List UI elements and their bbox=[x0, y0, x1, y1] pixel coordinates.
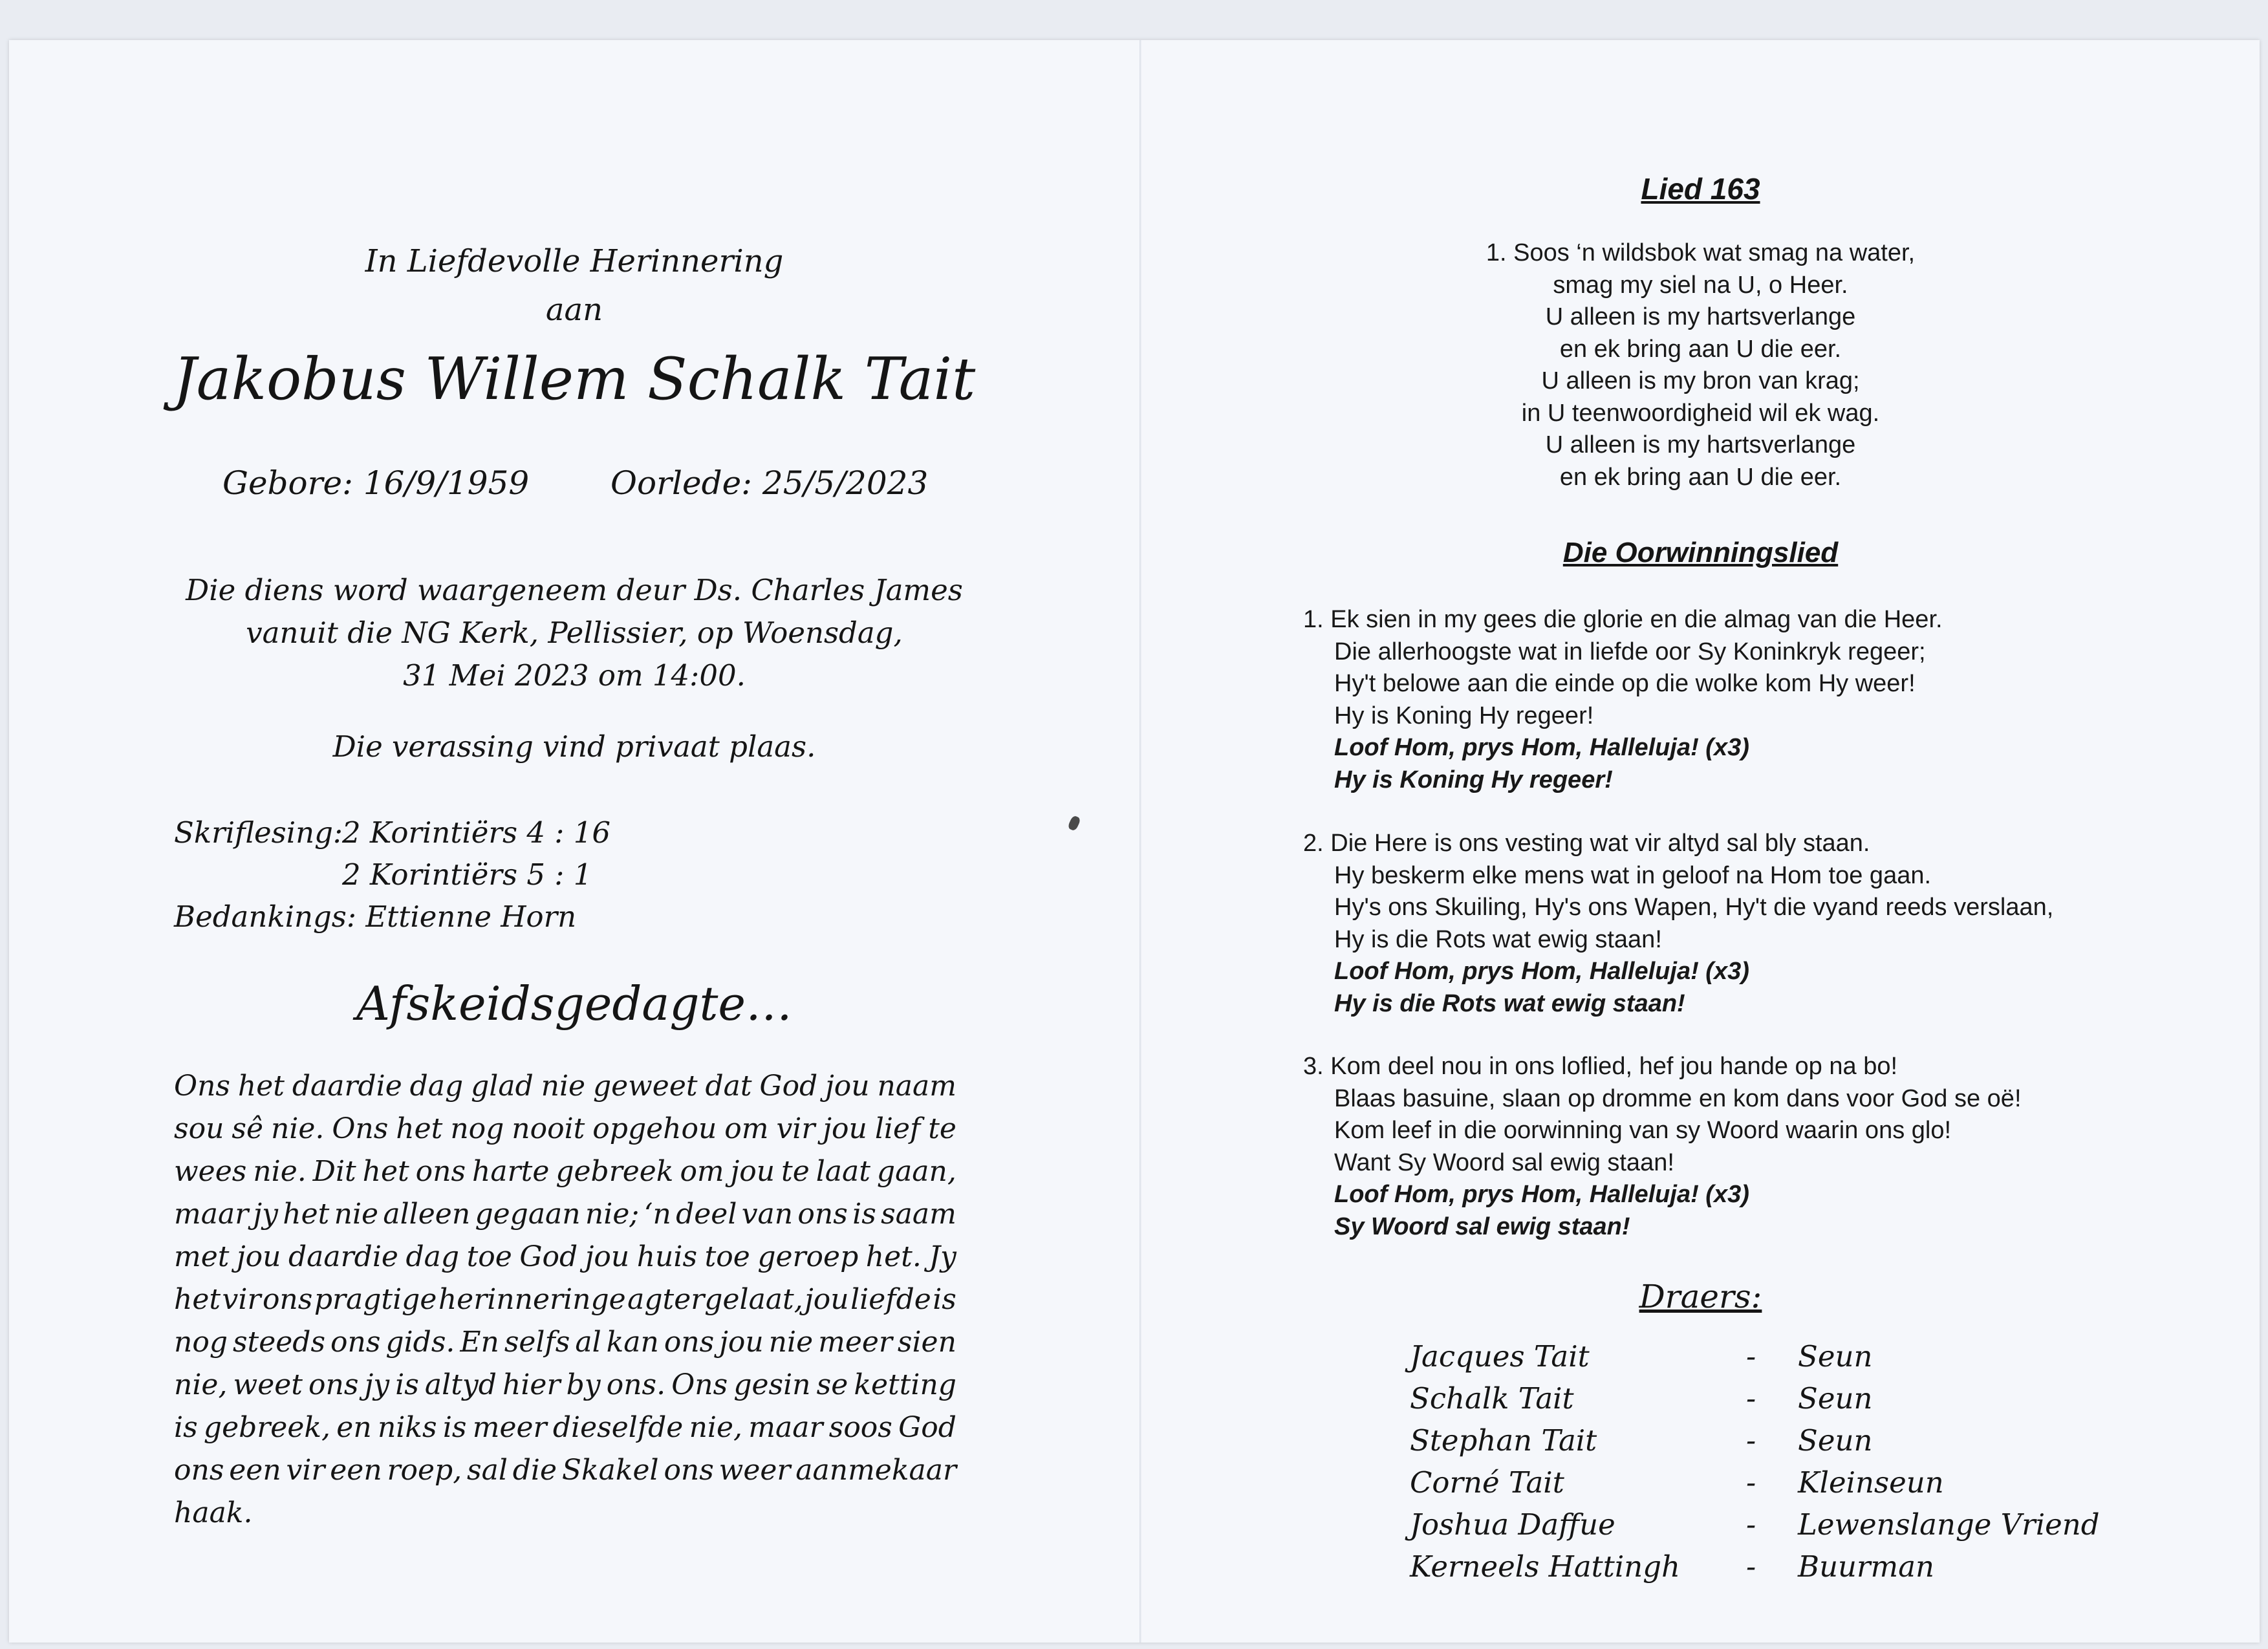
farewell-word: jy bbox=[364, 1368, 390, 1401]
memorial-heading: In Liefdevolle Herinnering bbox=[365, 243, 784, 279]
lyric-line: Hy't belowe aan die einde op die wolke kom Hy weer! bbox=[1334, 670, 1916, 697]
farewell-word: ons bbox=[174, 1454, 224, 1487]
farewell-line bbox=[174, 1449, 956, 1492]
farewell-word: deel bbox=[676, 1198, 737, 1231]
farewell-line bbox=[174, 1236, 956, 1278]
farewell-word: jou bbox=[585, 1240, 630, 1273]
farewell-word: gids. bbox=[385, 1326, 455, 1359]
song-title: Die Oorwinningslied bbox=[1562, 537, 1839, 568]
farewell-word: maar bbox=[748, 1411, 823, 1444]
bearer-relation: Kleinseun bbox=[1798, 1465, 1944, 1500]
lyric-line: 2. Die Here is ons vesting wat vir altyd sal bly staan. bbox=[1303, 830, 1870, 857]
farewell-line bbox=[174, 1364, 956, 1406]
farewell-word: ons bbox=[308, 1368, 359, 1401]
farewell-word: aanmekaar bbox=[795, 1454, 956, 1487]
bearer-separator: - bbox=[1746, 1507, 1756, 1542]
farewell-word: pragtige bbox=[314, 1283, 437, 1316]
farewell-word: sê bbox=[232, 1112, 263, 1145]
bearer-name: Jacques Tait bbox=[1410, 1339, 1590, 1374]
farewell-word: wees bbox=[174, 1155, 247, 1188]
farewell-title: Afskeidsgedagte… bbox=[356, 976, 792, 1031]
farewell-word: het bbox=[283, 1198, 330, 1231]
farewell-word: die bbox=[512, 1454, 557, 1487]
deceased-name: Jakobus Willem Schalk Tait bbox=[173, 345, 976, 413]
bearer-row bbox=[1410, 1461, 2251, 1503]
scripture-reading: 2 Korintiërs 5 : 1 bbox=[342, 857, 592, 892]
farewell-line bbox=[174, 1193, 956, 1236]
farewell-word: maar bbox=[174, 1198, 249, 1231]
farewell-word: Skakel bbox=[561, 1454, 659, 1487]
reading-label: Skriflesing: bbox=[174, 815, 343, 850]
farewell-word: daardie bbox=[288, 1240, 398, 1273]
farewell-word: hier bbox=[502, 1368, 561, 1401]
lyric-line: en ek bring aan U die eer. bbox=[1559, 463, 1842, 491]
scripture-reading: 2 Korintiërs 4 : 16 bbox=[342, 815, 610, 850]
farewell-word: God bbox=[519, 1240, 578, 1273]
memorial-heading-aan: aan bbox=[545, 292, 603, 328]
farewell-word: het bbox=[362, 1155, 409, 1188]
farewell-word: gegaan bbox=[475, 1198, 581, 1231]
farewell-word: glad bbox=[471, 1070, 534, 1103]
lyric-line: en ek bring aan U die eer. bbox=[1559, 335, 1842, 363]
farewell-word: niks bbox=[377, 1411, 437, 1444]
bearer-relation: Seun bbox=[1798, 1423, 1873, 1458]
bearer-name: Stephan Tait bbox=[1410, 1423, 1597, 1458]
farewell-word: toe bbox=[466, 1240, 512, 1273]
bearer-row bbox=[1410, 1377, 2251, 1419]
farewell-word: dieselfde bbox=[552, 1411, 684, 1444]
bearers-list bbox=[1410, 1335, 2251, 1588]
lyric-line: Hy is die Rots wat ewig staan! bbox=[1334, 925, 1662, 953]
farewell-word: is bbox=[442, 1411, 467, 1444]
farewell-word: selfs bbox=[504, 1326, 570, 1359]
farewell-word: nog bbox=[450, 1112, 504, 1145]
farewell-word: saam bbox=[881, 1198, 956, 1231]
service-line: vanuit die NG Kerk, Pellissier, op Woensdag, bbox=[246, 616, 903, 650]
farewell-word: ons bbox=[415, 1155, 466, 1188]
bearers-title: Draers: bbox=[1639, 1278, 1762, 1315]
farewell-word: het bbox=[237, 1070, 285, 1103]
refrain-line: Hy is Koning Hy regeer! bbox=[1334, 766, 1613, 793]
farewell-word: lief bbox=[874, 1112, 921, 1145]
farewell-word: al bbox=[575, 1326, 601, 1359]
farewell-word: nie. bbox=[253, 1155, 307, 1188]
service-line: Die diens word waargeneem deur Ds. Charles James bbox=[186, 573, 963, 607]
farewell-word: alleen bbox=[383, 1198, 471, 1231]
bearer-row bbox=[1410, 1503, 2251, 1546]
farewell-word: vir bbox=[222, 1283, 261, 1316]
farewell-word: ons bbox=[664, 1326, 715, 1359]
right-page bbox=[1141, 40, 2260, 1643]
farewell-word: herinneringe bbox=[438, 1283, 626, 1316]
farewell-word: weer bbox=[718, 1454, 791, 1487]
farewell-word: ons bbox=[664, 1454, 714, 1487]
farewell-word: dat bbox=[705, 1070, 752, 1103]
lyric-line: U alleen is my hartsverlange bbox=[1545, 303, 1856, 330]
farewell-word: altyd bbox=[424, 1368, 497, 1401]
song-verse bbox=[1303, 1051, 2022, 1243]
farewell-word: met bbox=[174, 1240, 230, 1273]
farewell-word: harte bbox=[472, 1155, 550, 1188]
farewell-word: nie. bbox=[270, 1112, 325, 1145]
farewell-word: steeds bbox=[232, 1326, 326, 1359]
farewell-word: Jy bbox=[929, 1240, 956, 1273]
song-verse bbox=[1141, 237, 2260, 493]
farewell-word: dag bbox=[409, 1070, 464, 1103]
farewell-word: het. bbox=[865, 1240, 922, 1273]
farewell-word: se bbox=[816, 1368, 848, 1401]
thanks-line: Bedankings: Ettienne Horn bbox=[174, 900, 577, 934]
bearer-relation: Seun bbox=[1798, 1381, 1873, 1416]
farewell-word: meer bbox=[818, 1326, 892, 1359]
bearer-separator: - bbox=[1746, 1381, 1756, 1416]
farewell-word: nie bbox=[768, 1326, 814, 1359]
farewell-word: nie, bbox=[174, 1368, 228, 1401]
refrain-line: Loof Hom, prys Hom, Halleluja! (x3) bbox=[1334, 1181, 1749, 1208]
farewell-word: ons bbox=[262, 1283, 313, 1316]
bearer-name: Kerneels Hattingh bbox=[1410, 1549, 1680, 1584]
farewell-word: gaan, bbox=[876, 1155, 956, 1188]
farewell-word: ons. bbox=[606, 1368, 666, 1401]
farewell-line bbox=[174, 1108, 956, 1150]
farewell-word: een bbox=[330, 1454, 382, 1487]
farewell-line bbox=[174, 1321, 956, 1364]
farewell-word: Ons bbox=[332, 1112, 389, 1145]
bearer-relation: Lewenslange Vriend bbox=[1798, 1507, 2100, 1542]
farewell-word: nie bbox=[541, 1070, 586, 1103]
farewell-word: En bbox=[460, 1326, 499, 1359]
lyric-line: smag my siel na U, o Heer. bbox=[1553, 271, 1848, 299]
cremation-note: Die verassing vind privaat plaas. bbox=[332, 729, 816, 764]
service-details bbox=[9, 569, 1139, 697]
bearer-relation: Seun bbox=[1798, 1339, 1873, 1374]
farewell-word: het bbox=[174, 1283, 221, 1316]
farewell-word: soos bbox=[828, 1411, 892, 1444]
farewell-word: te bbox=[781, 1155, 810, 1188]
farewell-word: ons bbox=[330, 1326, 381, 1359]
bearer-row bbox=[1410, 1546, 2251, 1588]
farewell-word: jou bbox=[805, 1283, 849, 1316]
lyric-line: 1. Ek sien in my gees die glorie en die almag van die Heer. bbox=[1303, 606, 1943, 633]
farewell-word: te bbox=[928, 1112, 956, 1145]
farewell-word: is bbox=[174, 1411, 198, 1444]
refrain-line: Loof Hom, prys Hom, Halleluja! (x3) bbox=[1334, 734, 1749, 761]
farewell-word: sien bbox=[897, 1326, 956, 1359]
left-page bbox=[9, 40, 1139, 1643]
farewell-line bbox=[174, 1406, 956, 1449]
farewell-word: Dit bbox=[312, 1155, 356, 1188]
farewell-word: jy bbox=[253, 1198, 279, 1231]
bearer-name: Corné Tait bbox=[1410, 1465, 1564, 1500]
lyric-line: Kom leef in die oorwinning van sy Woord waarin ons glo! bbox=[1334, 1117, 1952, 1144]
farewell-word: een bbox=[229, 1454, 281, 1487]
farewell-word: Ons bbox=[671, 1368, 728, 1401]
farewell-word: weet bbox=[233, 1368, 303, 1401]
bearer-separator: - bbox=[1746, 1549, 1756, 1584]
farewell-word: nog bbox=[174, 1326, 228, 1359]
farewell-word: nie bbox=[334, 1198, 379, 1231]
farewell-word: jou bbox=[823, 1112, 867, 1145]
farewell-word: is bbox=[395, 1368, 419, 1401]
song-title: Lied 163 bbox=[1641, 172, 1760, 206]
lyric-line: Hy beskerm elke mens wat in geloof na Hom toe gaan. bbox=[1334, 861, 1932, 889]
farewell-word: nie; bbox=[585, 1198, 640, 1231]
farewell-word: nie, bbox=[689, 1411, 742, 1444]
farewell-text bbox=[174, 1065, 956, 1535]
farewell-line bbox=[174, 1150, 956, 1193]
farewell-word: naam bbox=[877, 1070, 956, 1103]
farewell-word: om bbox=[724, 1112, 769, 1145]
song-verse bbox=[1303, 828, 2053, 1020]
bearer-separator: - bbox=[1746, 1465, 1756, 1500]
farewell-word: liefde bbox=[850, 1283, 931, 1316]
refrain-line: Loof Hom, prys Hom, Halleluja! (x3) bbox=[1334, 958, 1749, 985]
bearer-separator: - bbox=[1746, 1339, 1756, 1374]
farewell-word: laat bbox=[815, 1155, 870, 1188]
death-date: Oorlede: 25/5/2023 bbox=[610, 464, 929, 502]
farewell-word: vir bbox=[286, 1454, 325, 1487]
farewell-word: gebreek bbox=[556, 1155, 674, 1188]
farewell-word: opgehou bbox=[592, 1112, 717, 1145]
lyric-line: Blaas basuine, slaan op dromme en kom dans voor God se oë! bbox=[1334, 1084, 2022, 1112]
refrain-line: Sy Woord sal ewig staan! bbox=[1334, 1212, 1630, 1240]
lyric-line: in U teenwoordigheid wil ek wag. bbox=[1521, 399, 1880, 427]
farewell-word: God bbox=[898, 1411, 956, 1444]
lyric-line: 3. Kom deel nou in ons loflied, hef jou hande op na bo! bbox=[1303, 1053, 1898, 1080]
farewell-word: daardie bbox=[292, 1070, 402, 1103]
bearer-row bbox=[1410, 1419, 2251, 1461]
bearer-row bbox=[1410, 1335, 2251, 1377]
farewell-word: dag bbox=[405, 1240, 460, 1273]
birth-date: Gebore: 16/9/1959 bbox=[222, 464, 530, 502]
farewell-word: God bbox=[759, 1070, 818, 1103]
farewell-word: het bbox=[396, 1112, 443, 1145]
song-verse bbox=[1303, 604, 1943, 796]
lyric-line: Hy's ons Skuiling, Hy's ons Wapen, Hy't die vyand reeds verslaan, bbox=[1334, 894, 2054, 921]
farewell-word: jou bbox=[730, 1155, 775, 1188]
farewell-line: haak. bbox=[174, 1496, 253, 1529]
farewell-word: sal bbox=[467, 1454, 508, 1487]
farewell-word: nooit bbox=[512, 1112, 585, 1145]
bearer-separator: - bbox=[1746, 1423, 1756, 1458]
farewell-word: geweet bbox=[592, 1070, 698, 1103]
farewell-word: agtergelaat, bbox=[627, 1283, 803, 1316]
farewell-word: van bbox=[741, 1198, 794, 1231]
farewell-word: huis bbox=[636, 1240, 698, 1273]
farewell-word: jou bbox=[825, 1070, 870, 1103]
farewell-word: jou bbox=[236, 1240, 281, 1273]
farewell-line bbox=[174, 1065, 956, 1108]
farewell-word: geroep bbox=[757, 1240, 859, 1273]
service-line: 31 Mei 2023 om 14:00. bbox=[403, 658, 746, 693]
bearer-relation: Buurman bbox=[1798, 1549, 1935, 1584]
paper-speck bbox=[1067, 815, 1081, 832]
bearer-name: Schalk Tait bbox=[1410, 1381, 1574, 1416]
farewell-word: by bbox=[566, 1368, 601, 1401]
lyric-line: Want Sy Woord sal ewig staan! bbox=[1334, 1148, 1674, 1176]
farewell-word: roep, bbox=[387, 1454, 462, 1487]
farewell-word: en bbox=[336, 1411, 372, 1444]
farewell-word: gebreek, bbox=[203, 1411, 331, 1444]
lyric-line: Hy is Koning Hy regeer! bbox=[1334, 702, 1594, 729]
lyric-line: 1. Soos ‘n wildsbok wat smag na water, bbox=[1485, 239, 1916, 266]
refrain-line: Hy is die Rots wat ewig staan! bbox=[1334, 989, 1685, 1017]
farewell-word: sou bbox=[174, 1112, 224, 1145]
lyric-line: U alleen is my hartsverlange bbox=[1545, 431, 1856, 458]
farewell-word: toe bbox=[704, 1240, 750, 1273]
lyric-line: Die allerhoogste wat in liefde oor Sy Koninkryk regeer; bbox=[1334, 638, 1926, 665]
farewell-word: is bbox=[933, 1283, 956, 1316]
farewell-word: is bbox=[852, 1198, 876, 1231]
bearer-name: Joshua Daffue bbox=[1410, 1507, 1615, 1542]
farewell-word: om bbox=[680, 1155, 724, 1188]
farewell-word: ‘n bbox=[643, 1198, 671, 1231]
farewell-word: ketting bbox=[854, 1368, 956, 1401]
farewell-line bbox=[174, 1278, 956, 1321]
lyric-line: U alleen is my bron van krag; bbox=[1541, 367, 1860, 394]
farewell-word: meer bbox=[472, 1411, 547, 1444]
farewell-word: vir bbox=[776, 1112, 815, 1145]
farewell-word: ons bbox=[797, 1198, 848, 1231]
farewell-word: Ons bbox=[174, 1070, 230, 1103]
farewell-word: gesin bbox=[733, 1368, 811, 1401]
farewell-word: jou bbox=[719, 1326, 764, 1359]
farewell-word: kan bbox=[606, 1326, 659, 1359]
